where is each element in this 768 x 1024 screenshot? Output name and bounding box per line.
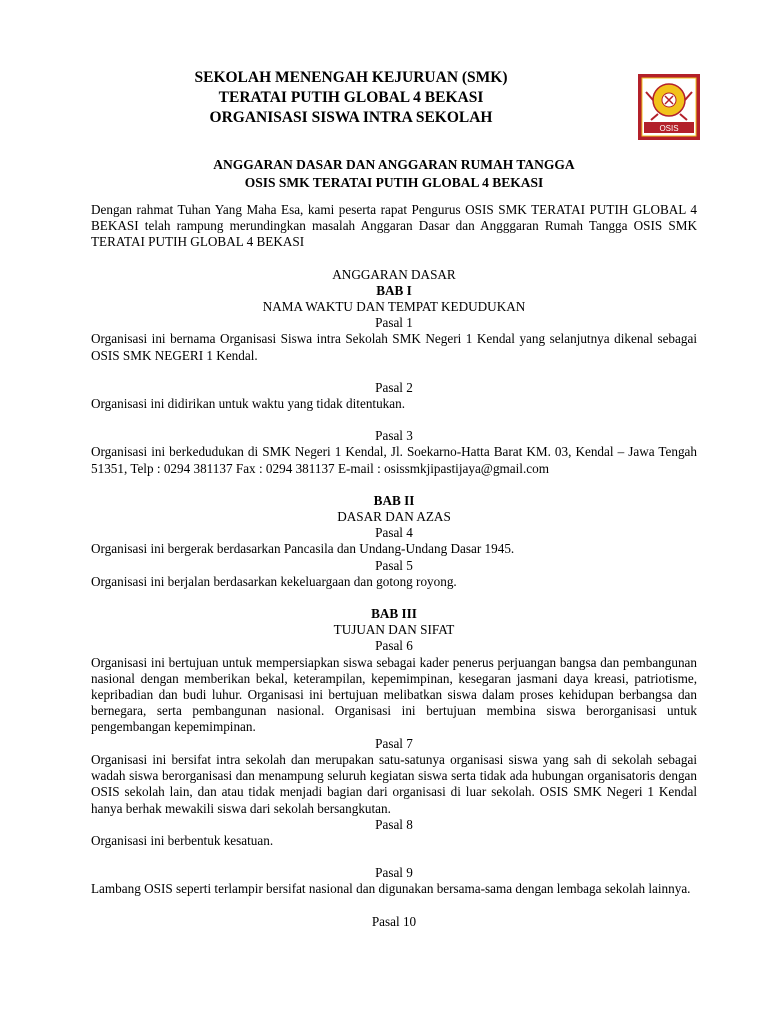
- document-title: [91, 156, 697, 192]
- bab-3-title: TUJUAN DAN SIFAT: [333, 622, 455, 638]
- intro-paragraph: Dengan rahmat Tuhan Yang Maha Esa, kami peserta rapat Pengurus OSIS SMK TERATAI PUTIH GLOBAL 4 BEKASI telah rampung merundingkan masalah Anggaran Dasar dan Angggaran Rumah Tangga OSIS SMK TERATAI PUTIH GLOBAL 4 BEKASI: [91, 202, 697, 250]
- pasal-10-heading: Pasal 10: [371, 913, 417, 929]
- osis-logo: [638, 74, 700, 140]
- pasal-1-text: Organisasi ini bernama Organisasi Siswa intra Sekolah SMK Negeri 1 Kendal yang selanjutnya dikenal sebagai OSIS SMK NEGERI 1 Kendal.: [91, 331, 697, 363]
- logo-text: OSIS: [659, 124, 679, 133]
- bab-3-label: BAB III: [371, 606, 417, 622]
- bab-1-title: NAMA WAKTU DAN TEMPAT KEDUDUKAN: [262, 299, 526, 315]
- pasal-4-heading: Pasal 4: [375, 525, 413, 541]
- pasal-2-heading: Pasal 2: [375, 379, 413, 395]
- pasal-2-text: Organisasi ini didirikan untuk waktu yang tidak ditentukan.: [91, 396, 406, 412]
- bab-1-label: BAB I: [376, 282, 412, 298]
- pasal-7-heading: Pasal 7: [375, 735, 413, 751]
- pasal-6-heading: Pasal 6: [375, 638, 413, 654]
- bab-2-label: BAB II: [373, 492, 415, 508]
- pasal-6-text: Organisasi ini bertujuan untuk mempersiapkan siswa sebagai kader penerus perjuangan bangsa dan pembangunan nasional dengan memberikan bekal, keterampilan, kepemimpinan, kesegaran jasmani daya kreasi, patriotisme, kepribadian dan budi luhur. Organisasi ini bertujuan melibatkan siswa dalam proses kehidupan berbangsa dan bernegara, serta pembangunan nasional. Organisasi ini bertujuan membina siswa berorganisasi untuk pengembangan kepemimpinan.: [91, 654, 697, 735]
- bab-2-title: DASAR DAN AZAS: [337, 509, 451, 525]
- school-header: [91, 68, 611, 128]
- header-line-3: ORGANISASI SISWA INTRA SEKOLAH: [209, 109, 493, 126]
- pasal-8-text: Organisasi ini berbentuk kesatuan.: [91, 832, 274, 848]
- pasal-9-heading: Pasal 9: [375, 865, 413, 881]
- pasal-3-heading: Pasal 3: [375, 428, 413, 444]
- pasal-8-heading: Pasal 8: [375, 816, 413, 832]
- pasal-9-text: Lambang OSIS seperti terlampir bersifat nasional dan digunakan bersama-sama dengan lembaga sekolah lainnya.: [91, 881, 691, 897]
- document-body: [91, 202, 697, 930]
- pasal-3-text: Organisasi ini berkedudukan di SMK Negeri 1 Kendal, Jl. Soekarno-Hatta Barat KM. 03, Kendal – Jawa Tengah 51351, Telp : 0294 381137 Fax : 0294 381137 E-mail : osissmkjipastijaya@gmail.com: [91, 444, 697, 476]
- pasal-4-text: Organisasi ini bergerak berdasarkan Pancasila dan Undang-Undang Dasar 1945.: [91, 541, 515, 557]
- title-line-1: ANGGARAN DASAR DAN ANGGARAN RUMAH TANGGA: [213, 157, 575, 172]
- pasal-1-heading: Pasal 1: [375, 315, 413, 331]
- header-line-2: TERATAI PUTIH GLOBAL 4 BEKASI: [218, 89, 484, 106]
- header-line-1: SEKOLAH MENENGAH KEJURUAN (SMK): [194, 69, 508, 86]
- pasal-7-text: Organisasi ini bersifat intra sekolah dan merupakan satu-satunya organisasi siswa yang sah di sekolah sebagai wadah siswa berorganisasi dan menampung seluruh kegiatan siswa serta tidak ada hubungan organisatoris dengan OSIS sekolah lain, dan atau tidak menjadi bagian dari organisasi di luar sekolah. OSIS SMK Negeri 1 Kendal hanya berhak mewakili siswa dari sekolah bersangkutan.: [91, 751, 697, 816]
- title-line-2: OSIS SMK TERATAI PUTIH GLOBAL 4 BEKASI: [244, 175, 544, 190]
- pasal-5-heading: Pasal 5: [375, 557, 413, 573]
- pasal-5-text: Organisasi ini berjalan berdasarkan kekeluargaan dan gotong royong.: [91, 573, 457, 589]
- anggaran-dasar-heading: ANGGARAN DASAR: [332, 266, 456, 282]
